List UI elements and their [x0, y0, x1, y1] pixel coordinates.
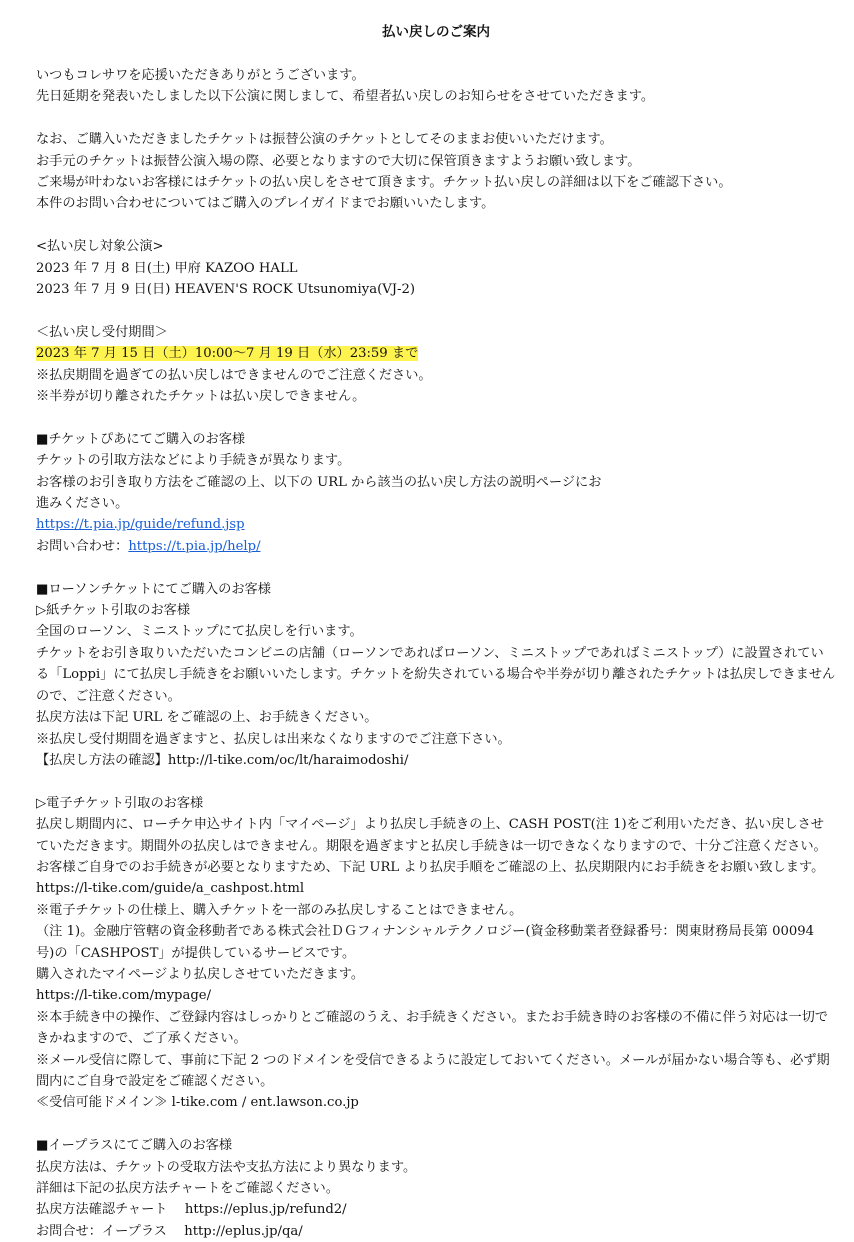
lawson-cashpost-url: https://l-tike.com/guide/a_cashpost.html [36, 881, 305, 897]
period-note-1: ※払戻期間を過ぎての払い戻しはできませんのでご注意ください。 [36, 367, 432, 383]
lawson-electronic-note-4: ※メール受信に際して、事前に下記 2 つのドメインを受信できるように設定しておいてください。メールが届かない場合等も、必ず期間内にご自身で設定をご確認ください。 [36, 1052, 830, 1089]
eplus-contact: お問合せ：イープラス http://eplus.jp/qa/ [36, 1223, 303, 1239]
lawson-electronic-note-1: ※電子チケットの仕様上、購入チケットを一部のみ払戻しすることはできません。 [36, 902, 523, 918]
spacer [36, 1114, 836, 1135]
spacer [36, 215, 836, 236]
eplus-line-2: 詳細は下記の払戻方法チャートをご確認ください。 [36, 1181, 339, 1197]
target-heading: <払い戻し対象公演> [36, 239, 164, 255]
period-heading: ＜払い戻し受付期間＞ [36, 324, 168, 340]
pia-refund-url-line [36, 514, 836, 535]
pia-heading: ■チケットぴあにてご購入のお客様 [36, 431, 246, 447]
lawson-domains: ≪受信可能ドメイン≫ l-tike.com / ent.lawson.co.jp [36, 1095, 359, 1111]
page-title: 払い戻しのご案内 [382, 24, 490, 40]
pia-line-1: チケットの引取方法などにより手続きが異なります。 [36, 453, 351, 469]
intro-line-1: いつもコレサワを応援いただきありがとうございます。 [36, 68, 365, 83]
period-note-2: ※半券が切り離されたチケットは払い戻しできません。 [36, 389, 366, 405]
pia-contact-line [36, 536, 836, 557]
lawson-paper-line-3: 払戻方法は下記 URL をご確認の上、お手続きください。 [36, 710, 378, 726]
note-line-4: 本件のお問い合わせについてはご購入のプレイガイドまでお願いいたします。 [36, 196, 495, 212]
lawson-paper-line-2: チケットをお引き取りいただいたコンビニの店舗（ローソンであればローソン、ミニストップであればミニストップ）に設置されている「Loppi」にて払戻し手続きをお願いいたします。チケットを紛失されている場合や半券が切り離されたチケットは払戻しできませんので、ご注意ください。 [36, 645, 836, 704]
pia-help-link[interactable]: https://t.pia.jp/help/ [128, 538, 261, 554]
lawson-paper-line-4: ※払戻し受付期間を過ぎますと、払戻しは出来なくなりますのでご注意下さい。 [36, 731, 511, 747]
note-line-1: なお、ご購入いただきましたチケットは振替公演のチケットとしてそのままお使いいただけます。 [36, 132, 613, 148]
lawson-mypage-url: https://l-tike.com/mypage/ [36, 988, 212, 1004]
lawson-paper-line-1: 全国のローソン、ミニストップにて払戻しを行います。 [36, 624, 363, 640]
pia-line-2: お客様のお引き取り方法をご確認の上、以下の URL から該当の払い戻し方法の説明ページにお [36, 474, 602, 490]
lawson-electronic-line-3: 購入されたマイページより払戻しさせていただきます。 [36, 966, 365, 982]
spacer [36, 557, 836, 578]
lawson-electronic-line-1: 払戻し期間内に、ローチケ申込サイト内「マイページ」より払戻し手続きの上、CASH POST(注 1)をご利用いただき、払い戻しさせていただきます。期間外の払戻しはできません。期限を過ぎますと払戻し手続きは一切できなくなりますので、十分ご注意ください。 [36, 817, 827, 854]
eplus-line-1: 払戻方法は、チケットの受取方法や支払方法により異なります。 [36, 1159, 417, 1175]
spacer [36, 108, 836, 129]
spacer [36, 771, 836, 792]
note-line-2: お手元のチケットは振替公演入場の際、必要となりますので大切に保管頂きますようお願い致します。 [36, 153, 641, 169]
pia-line-3: 進みください。 [36, 496, 129, 512]
spacer [36, 300, 836, 321]
target-show-2: 2023 年 7 月 9 日(日) HEAVEN'S ROCK Utsunomiya(VJ-2) [36, 282, 416, 298]
target-show-1: 2023 年 7 月 8 日(土) 甲府 KAZOO HALL [36, 260, 298, 276]
lawson-paper-heading: ▷紙チケット引取のお客様 [36, 603, 191, 619]
lawson-paper-confirm: 【払戻し方法の確認】http://l-tike.com/oc/lt/haraimodoshi/ [36, 752, 409, 768]
lawson-electronic-line-2: お客様ご自身でのお手続きが必要となりますため、下記 URL より払戻手順をご確認の上、払戻期限内にお手続きをお願い致します。 [36, 859, 825, 875]
lawson-electronic-heading: ▷電子チケット引取のお客様 [36, 795, 204, 811]
period-range-line [36, 343, 836, 364]
eplus-heading: ■イープラスにてご購入のお客様 [36, 1138, 233, 1154]
note-line-3: ご来場が叶わないお客様にはチケットの払い戻しをさせて頂きます。チケット払い戻しの詳細は以下をご確認下さい。 [36, 175, 732, 191]
lawson-electronic-note-2: （注 1)。金融庁管轄の資金移動者である株式会社ＤＧフィナンシャルテクノロジー(資金移動業者登録番号：関東財務局長第 00094 号)の「CASHPOST」が提供しているサービスです。 [36, 924, 815, 961]
intro-line-2: 先日延期を発表いたしました以下公演に関しまして、希望者払い戻しのお知らせをさせていただきます。 [36, 89, 655, 105]
lawson-electronic-note-3: ※本手続き中の操作、ご登録内容はしっかりとご確認のうえ、お手続きください。またお手続き時のお客様の不備に伴う対応は一切できかねますので、ご了承ください。 [36, 1009, 829, 1047]
lawson-heading: ■ローソンチケットにてご購入のお客様 [36, 581, 271, 597]
pia-refund-link[interactable]: https://t.pia.jp/guide/refund.jsp [36, 517, 245, 533]
spacer [36, 407, 836, 428]
pia-contact-label: お問い合わせ： [36, 538, 129, 554]
document-page [36, 20, 836, 1242]
period-range-highlight: 2023 年 7 月 15 日（土）10:00〜7 月 19 日（水）23:59 まで [36, 346, 419, 362]
eplus-chart: 払戻方法確認チャート https://eplus.jp/refund2/ [36, 1202, 347, 1218]
